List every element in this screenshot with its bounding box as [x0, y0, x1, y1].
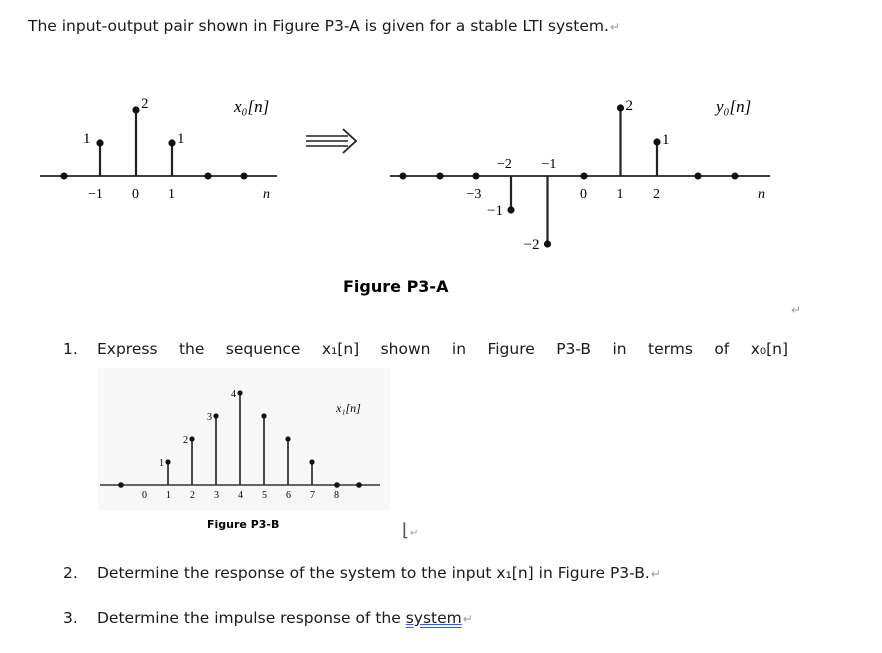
figure-p3-b-caption: Figure P3-B: [207, 518, 280, 531]
y0-value-label: −2: [523, 237, 540, 253]
y0-stem-dot: [507, 206, 514, 213]
return-mark-icon: ↵: [650, 567, 661, 581]
x1-stem-dot: [189, 436, 194, 441]
x1-tick-label: 1: [166, 490, 171, 501]
y0-value-label: 2: [625, 98, 633, 114]
x1-tick-label: 7: [310, 490, 315, 501]
question-1-number: 1.: [63, 340, 78, 358]
y0-value-label: 1: [662, 132, 670, 148]
implies-arrow-icon: [306, 129, 356, 153]
return-mark-icon: ↵: [609, 20, 620, 34]
x1-stem-dot: [213, 413, 218, 418]
y0-title: y₀[n]: [716, 97, 752, 116]
spellcheck-word: system: [405, 609, 462, 627]
question-1-text: Express the sequence x₁[n] shown in Figure P3-B in terms of x₀[n]: [97, 340, 788, 358]
x0-tick-label: 1: [168, 187, 175, 202]
y0-tick-label: 2: [653, 187, 660, 202]
x1-stem-dot: [165, 459, 170, 464]
y0-value-label: −1: [487, 203, 503, 219]
question-2-text: Determine the response of the system to the input x₁[n] in Figure P3-B.↵: [97, 564, 661, 582]
y0-tick-label: 0: [580, 187, 587, 202]
x1-tick-label: 0: [142, 490, 147, 501]
y0-stem-dot: [544, 240, 551, 247]
x0-value-label: 1: [177, 131, 185, 147]
y0-tick-label: −3: [466, 187, 482, 202]
x0-value-label: 1: [83, 131, 91, 147]
question-3-number: 3.: [63, 609, 78, 627]
figure-p3-a-caption: Figure P3-A: [343, 277, 449, 296]
x1-tick-label: 2: [190, 490, 195, 501]
intro-text: The input-output pair shown in Figure P3-A is given for a stable LTI system.↵: [28, 17, 620, 35]
figure-p3-a: [0, 0, 882, 300]
y0-tick-label: 1: [616, 187, 624, 202]
x1-value-label: 3: [207, 412, 212, 423]
x0-stem-dot: [96, 139, 103, 146]
x1-stem-dot: [237, 390, 242, 395]
return-mark-icon: ↵: [462, 612, 473, 626]
x1-value-label: 1: [159, 458, 164, 469]
x0-title: x₀[n]: [234, 97, 270, 116]
y0-tick-label: −1: [541, 157, 557, 172]
return-mark-icon: ↵: [791, 303, 802, 317]
x1-tick-label: 3: [214, 490, 219, 501]
y0-stem-dot: [653, 138, 660, 145]
x1-tick-label: 5: [262, 490, 267, 501]
x0-stem-dot: [168, 139, 175, 146]
x1-stem-dot: [285, 436, 290, 441]
x0-axis-label: n: [263, 187, 270, 202]
x0-tick-label: −1: [88, 187, 103, 202]
x0-tick-label: 0: [132, 187, 139, 202]
x1-value-label: 4: [231, 389, 236, 400]
x1-stem-dot: [261, 413, 266, 418]
question-3-text: Determine the impulse response of the system↵: [97, 609, 473, 627]
text-cursor-icon: ⌊↵: [402, 520, 419, 541]
x1-tick-label: 4: [238, 490, 243, 501]
y0-axis-label: n: [758, 187, 765, 202]
y0-plot: [390, 97, 770, 253]
x0-value-label: 2: [141, 96, 149, 112]
y0-stem-dot: [617, 104, 624, 111]
figure-p3-b: [0, 360, 420, 540]
x1-value-label: 2: [183, 435, 188, 446]
x0-plot: [40, 96, 277, 202]
x1-tick-label: 6: [286, 490, 291, 501]
x1-tick-label: 8: [334, 490, 339, 501]
x1-stem-dot: [309, 459, 314, 464]
question-2-number: 2.: [63, 564, 78, 582]
x1-title: x₁[n]: [336, 401, 361, 415]
y0-tick-label: −2: [497, 157, 512, 172]
x0-stem-dot: [132, 106, 139, 113]
